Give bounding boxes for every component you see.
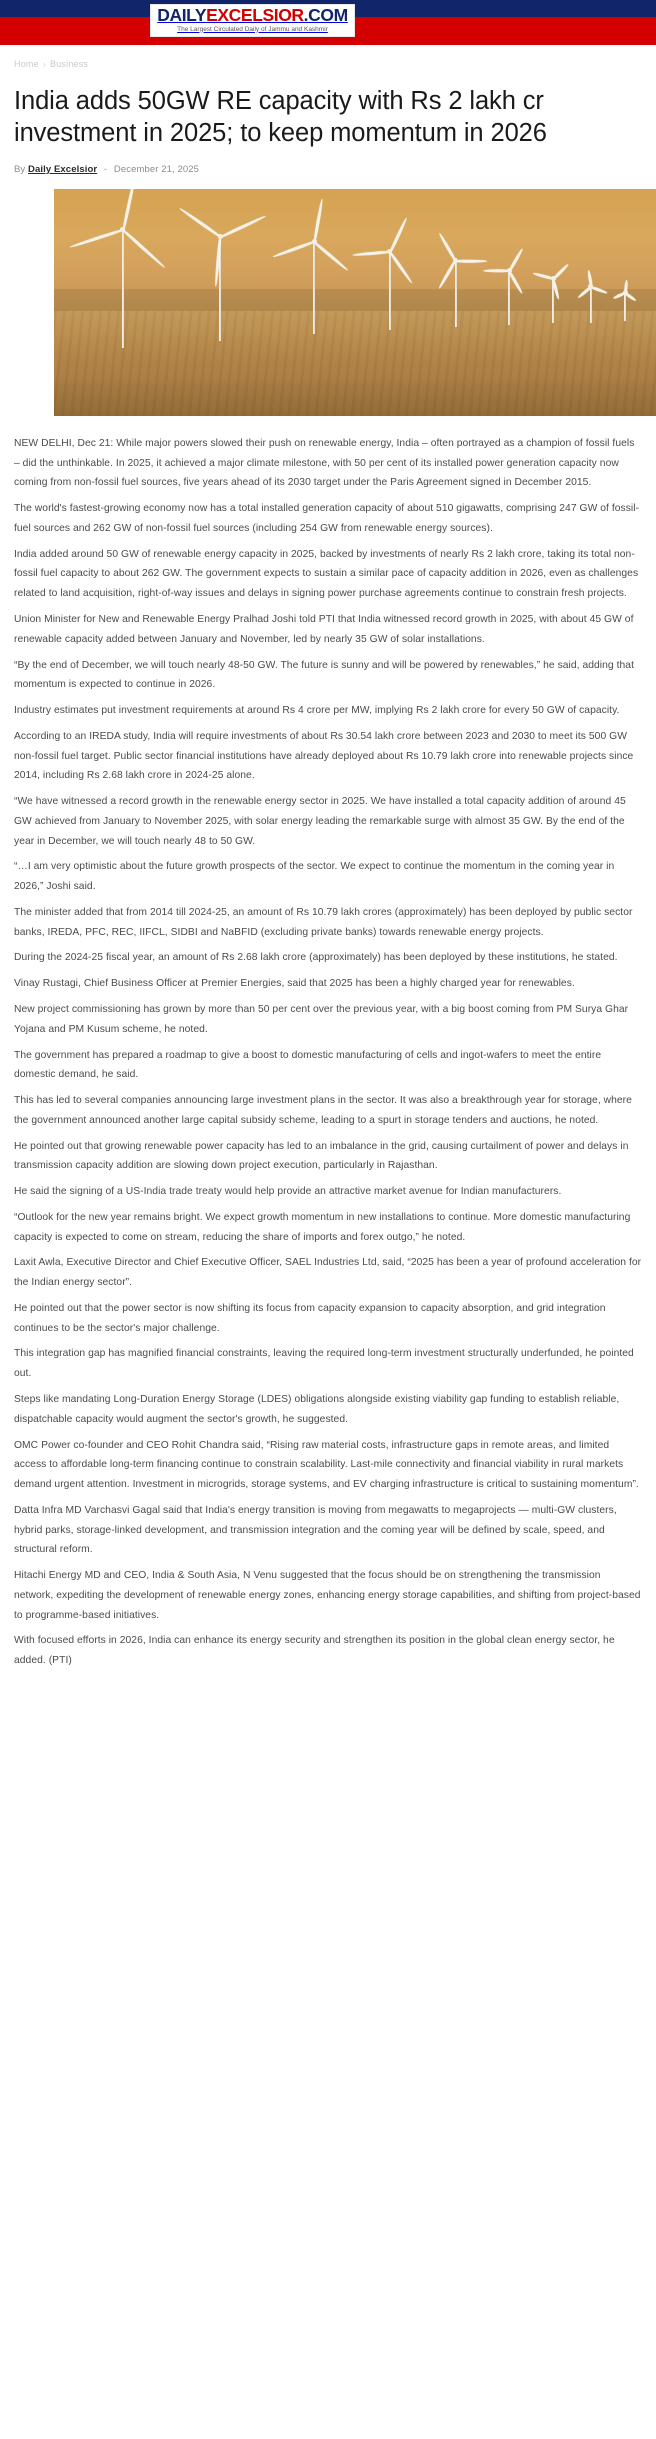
article-paragraph: New project commissioning has grown by more than 50 per cent over the previous year, with a big boost coming from PM Surya Ghar Yojana and PM Kusum scheme, he noted.	[14, 1003, 629, 1035]
article-body	[14, 434, 642, 1697]
breadcrumb-item-home[interactable]: Home	[14, 59, 39, 69]
turbine-mast	[313, 242, 315, 334]
article-paragraph: “By the end of December, we will touch nearly 48-50 GW. The future is sunny and will be powered by renewables,” he said, adding that momentum is expected to continue in 2026.	[14, 659, 634, 691]
article-paragraph: NEW DELHI, Dec 21: While major powers slowed their push on renewable energy, India – often portrayed as a champion of fossil fuels – did the unthinkable. In 2025, it achieved a major climate milestone, with 50 per cent of its installed power generation capacity now coming from non-fossil fuel sources, five years ahead of its 2030 target under the Paris Agreement signed in December 2015.	[14, 437, 635, 489]
breadcrumb	[14, 58, 642, 71]
article-paragraph: The world's fastest-growing economy now has a total installed generation capacity of about 510 gigawatts, comprising 247 GW of fossil-fuel sources and 262 GW of non-fossil fuel sources (including 254 GW from renewable energy sources).	[14, 503, 640, 534]
article-paragraph: This integration gap has magnified financial constraints, leaving the required long-term investment structurally underfunded, he pointed out.	[14, 1348, 634, 1380]
logo-text-daily: DAILY	[157, 5, 207, 25]
wind-turbine	[622, 293, 628, 321]
turbine-mast	[122, 230, 124, 348]
turbine-hub	[507, 268, 512, 273]
article-paragraph: He said the signing of a US-India trade treaty would help provide an attractive market avenue for Indian manufacturers.	[14, 1186, 562, 1198]
logo-text-excelsior: EXCELSIOR	[206, 5, 304, 25]
byline-date: December 21, 2025	[113, 163, 200, 175]
article-byline	[14, 164, 642, 175]
article-paragraph: He pointed out that growing renewable power capacity has led to an imbalance in the grid, causing curtailment of power and delays in transmission capacity addition are slowing down project execution, particularly in Rajasthan.	[14, 1140, 629, 1172]
article-paragraph: “We have witnessed a record growth in the renewable energy sector in 2025. We have installed a total capacity addition of around 45 GW achieved from January to November 2025, with solar energy leading the remarkable surge with almost 35 GW. By the end of the year in December, we will touch nearly 48 to 50 GW.	[14, 796, 626, 847]
article-paragraph: Vinay Rustagi, Chief Business Officer at Premier Energies, said that 2025 has been a highly charged year for renewables.	[14, 978, 575, 990]
turbine-mast	[389, 252, 391, 330]
turbine-hub	[120, 227, 125, 232]
site-tagline: The Largest Circulated Daily of Jammu and Kashmir	[177, 25, 328, 33]
article-paragraph: “…I am very optimistic about the future growth prospects of the sector. We expect to continue the momentum in the coming year in 2026,” Joshi said.	[14, 861, 615, 893]
wind-turbine	[311, 242, 317, 334]
article-paragraph: Hitachi Energy MD and CEO, India & South Asia, N Venu suggested that the focus should be on strengthening the transmission network, expediting the development of renewable energy zones, enhancing energy storage capabilities, and shifting from project-based to programme-based initiatives.	[14, 1570, 641, 1621]
article-paragraph: According to an IREDA study, India will require investments of about Rs 30.54 lakh crore between 2023 and 2030 to meet its 500 GW non-fossil fuel target. Public sector financial institutions have already deployed about Rs 10.79 lakh crore into renewable projects since 2014, including Rs 2.68 lakh crore in 2024-25 alone.	[14, 730, 634, 782]
byline-dash: -	[103, 163, 108, 175]
turbine-mast	[624, 293, 626, 321]
byline-prefix: By	[14, 163, 26, 175]
article-paragraph: OMC Power co-founder and CEO Rohit Chandra said, “Rising raw material costs, infrastructure gaps in remote areas, and limited access to affordable long-term financing continue to constrain scalability. Last-mile connectivity and financial viability in rural markets demand urgent attention. Investment in microgrids, storage systems, and EV charging infrastructure is critical to sustaining momentum”.	[14, 1439, 639, 1491]
article-paragraph: India added around 50 GW of renewable energy capacity in 2025, backed by investments of nearly Rs 2 lakh crore, taking its total non-fossil fuel capacity to about 262 GW. The government expects to sustain a similar pace of capacity addition in 2026, even as challenges related to land acquisition, right-of-way issues and delays in signing power purchase agreements continue to constrain fresh projects.	[14, 548, 639, 600]
turbine-hub	[551, 276, 556, 281]
wind-turbine	[588, 287, 594, 323]
byline-author-link[interactable]: Daily Excelsior	[28, 163, 98, 175]
article-paragraph: During the 2024-25 fiscal year, an amount of Rs 2.68 lakh crore (approximately) has been deployed by these institutions, he stated.	[14, 952, 618, 964]
turbine-hub	[623, 290, 628, 295]
wind-turbine	[453, 261, 459, 327]
turbine-mast	[508, 271, 510, 325]
article-paragraph: The government has prepared a roadmap to give a boost to domestic manufacturing of cells and ingot-wafers to meet the entire domestic demand, he said.	[14, 1049, 602, 1081]
turbine-hub	[387, 249, 392, 254]
page-title: India adds 50GW RE capacity with Rs 2 lakh cr investment in 2025; to keep momentum in 2026	[14, 86, 547, 148]
article-paragraph: Industry estimates put investment requirements at around Rs 4 crore per MW, implying Rs 2 lakh crore for every 50 GW of capacity.	[14, 705, 620, 717]
article-hero-image	[54, 189, 656, 416]
turbine-hub	[453, 258, 458, 263]
wind-turbine	[506, 271, 512, 325]
site-logo[interactable]	[150, 4, 355, 37]
logo-text-dotcom: .COM	[303, 5, 348, 25]
turbine-mast	[590, 287, 592, 323]
article-paragraph: With focused efforts in 2026, India can enhance its energy security and strengthen its position in the global clean energy sector, he added. (PTI)	[14, 1635, 615, 1667]
article-paragraph: He pointed out that the power sector is now shifting its focus from capacity expansion to capacity absorption, and grid integration continues to be the sector's major challenge.	[14, 1302, 606, 1334]
article-paragraph: Datta Infra MD Varchasvi Gagal said that India's energy transition is moving from megawatts to megaprojects — multi-GW clusters, hybrid parks, storage-linked development, and transmission integration and the coming year will be defined by scale, speed, and structural reform.	[14, 1504, 617, 1556]
site-logo-wordmark	[156, 7, 349, 25]
article-paragraph: The minister added that from 2014 till 2024-25, an amount of Rs 10.79 lakh crores (approximately) has been deployed by public sector banks, IREDA, PFC, REC, IIFCL, SIDBI and NaBFID (excluding private banks) towards renewable energy projects.	[14, 906, 633, 938]
hero-desert-ground	[54, 311, 656, 415]
site-masthead	[0, 0, 656, 45]
page-content	[0, 58, 656, 1697]
wind-turbine	[550, 279, 556, 323]
breadcrumb-item-business[interactable]: Business	[50, 59, 89, 69]
turbine-mast	[455, 261, 457, 327]
article-paragraph: “Outlook for the new year remains bright. We expect growth momentum in new installations to continue. More domestic manufacturing capacity is expected to come on stream, reducing the share of imports and forex outgo,” he noted.	[14, 1211, 631, 1243]
wind-turbine	[387, 252, 393, 330]
wind-turbine	[120, 230, 126, 348]
article-paragraph: Union Minister for New and Renewable Energy Pralhad Joshi told PTI that India witnessed record growth in 2025, with about 45 GW of renewable capacity added between January and November, led by nearly 35 GW of solar installations.	[14, 613, 634, 645]
article-paragraph: Laxit Awla, Executive Director and Chief Executive Officer, SAEL Industries Ltd, said, “2025 has been a year of profound acceleration for the Indian energy sector”.	[14, 1257, 642, 1289]
turbine-hub	[218, 234, 223, 239]
article-paragraph: This has led to several companies announcing large investment plans in the sector. It was also a breakthrough year for storage, where the government announced another large capital subsidy scheme, leading to a spurt in storage tenders and auctions, he noted.	[14, 1095, 632, 1126]
breadcrumb-separator-icon: ›	[42, 59, 47, 69]
article-paragraph: Steps like mandating Long-Duration Energy Storage (LDES) obligations alongside existing viability gap funding to establish reliable, dispatchable capacity would augment the sector's growth, he suggested.	[14, 1394, 620, 1425]
wind-turbine	[217, 237, 223, 341]
